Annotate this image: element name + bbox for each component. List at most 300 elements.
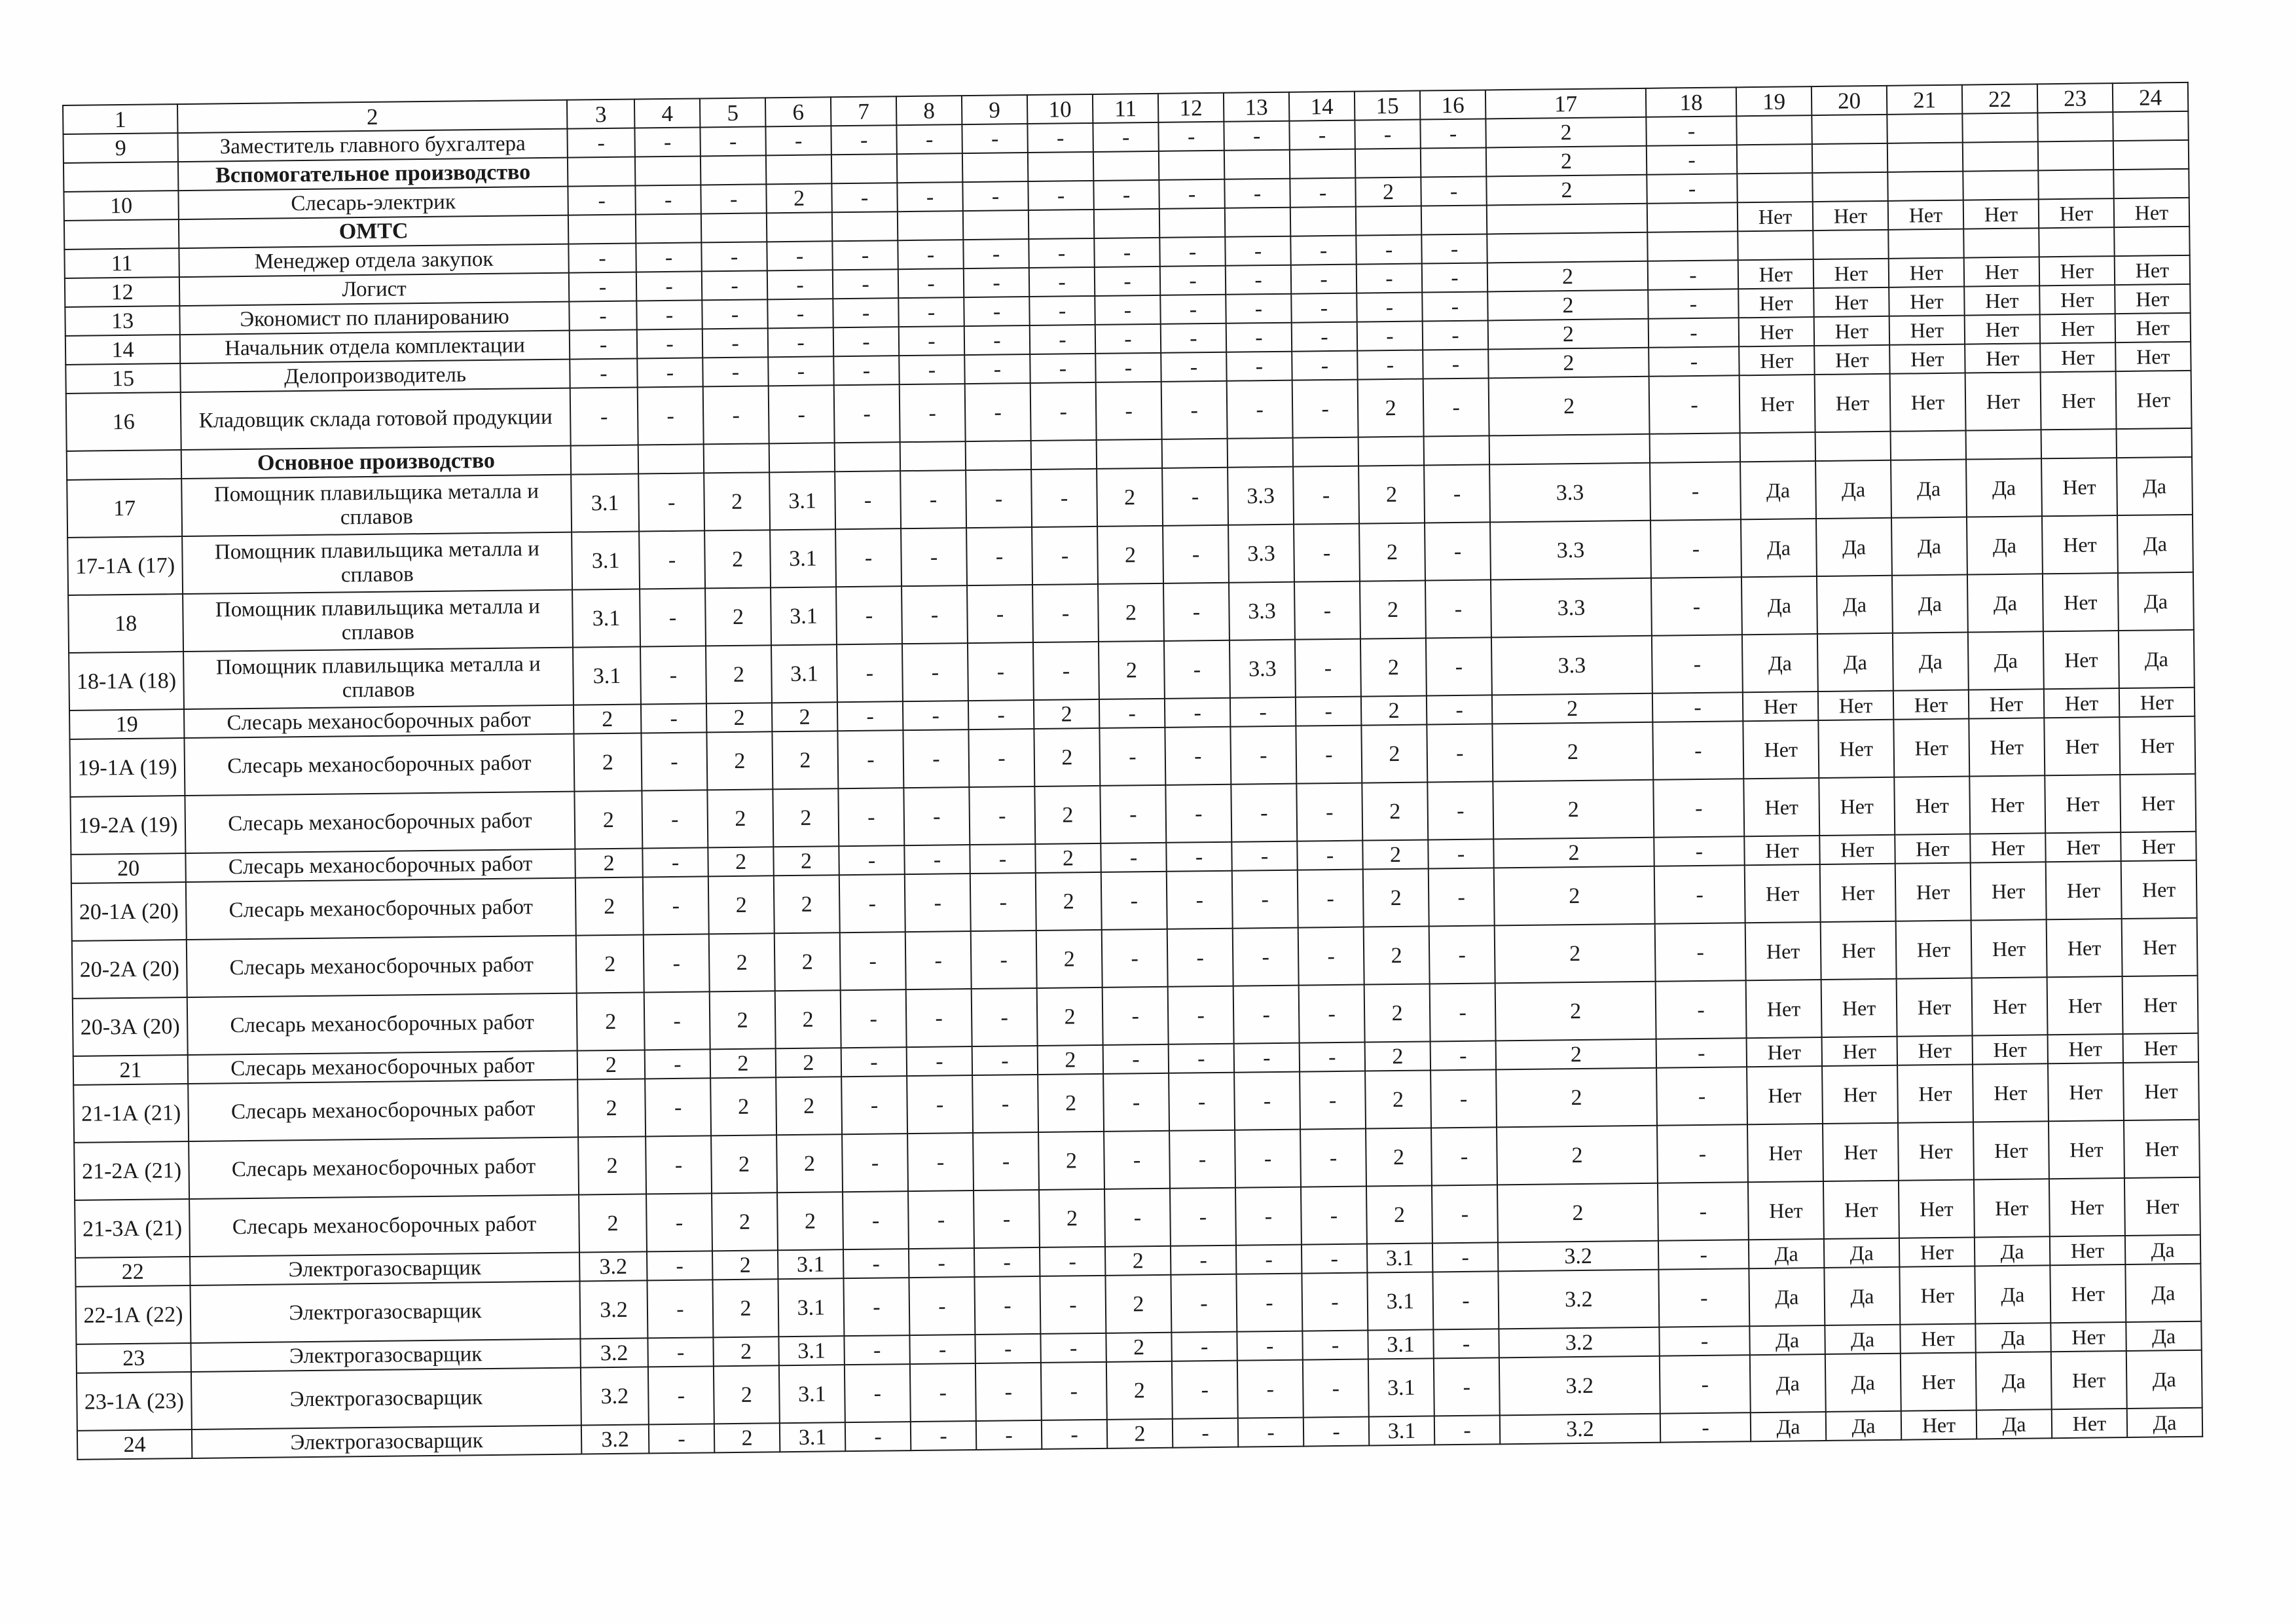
value-cell-col-4: - (646, 1135, 712, 1194)
position-name-cell: Слесарь механосборочных работ (187, 993, 577, 1055)
value-cell-col-20: Нет (1818, 691, 1893, 720)
value-cell-col-23: Нет (2049, 1178, 2125, 1236)
value-cell-col-6: 2 (772, 702, 837, 731)
value-cell-col-22: Нет (1970, 833, 2045, 862)
value-cell-col-22 (1962, 113, 2037, 142)
value-cell-col-7: - (842, 1134, 908, 1192)
value-cell-col-18: - (1658, 1268, 1749, 1327)
row-number-cell: 17-1А (17) (67, 536, 183, 595)
value-cell-col-8: - (903, 787, 970, 845)
value-cell-col-24 (2113, 140, 2189, 170)
value-cell-col-3: - (570, 388, 638, 446)
value-cell-col-5: 2 (707, 789, 773, 847)
value-cell-col-17: 2 (1494, 866, 1655, 926)
value-cell-col-7: - (839, 874, 905, 932)
value-cell-col-4: - (644, 991, 710, 1050)
value-cell-col-4: - (645, 1049, 710, 1079)
value-cell-col-10 (1029, 210, 1094, 239)
position-name-cell: Слесарь механосборочных работ (186, 878, 576, 940)
value-cell-col-9: - (966, 470, 1032, 528)
value-cell-col-14 (1290, 149, 1355, 179)
value-cell-col-10: - (1033, 642, 1099, 700)
value-cell-col-8: - (903, 729, 969, 788)
value-cell-col-5: - (703, 386, 769, 444)
value-cell-col-19: Да (1740, 461, 1816, 519)
value-cell-col-13: - (1230, 697, 1296, 727)
value-cell-col-24: Да (2117, 515, 2193, 573)
value-cell-col-15: 2 (1363, 868, 1429, 927)
value-cell-col-6: 3.1 (770, 529, 836, 587)
value-cell-col-20: Нет (1818, 720, 1894, 778)
row-number-cell: 20 (71, 853, 185, 883)
value-cell-col-12: - (1171, 1274, 1237, 1333)
value-cell-col-18: - (1660, 1355, 1751, 1413)
column-number-8: 8 (896, 96, 962, 125)
value-cell-col-9: - (971, 931, 1037, 989)
value-cell-col-4 (635, 156, 701, 185)
value-cell-col-24: Нет (2119, 716, 2195, 775)
value-cell-col-20: Да (1824, 1238, 1899, 1268)
value-cell-col-17 (1489, 434, 1650, 465)
value-cell-col-10 (1028, 152, 1093, 181)
value-cell-col-7 (831, 154, 897, 183)
value-cell-col-14: - (1292, 322, 1357, 352)
value-cell-col-9: - (974, 1276, 1040, 1335)
value-cell-col-3: 3.1 (573, 646, 641, 705)
value-cell-col-14: - (1299, 985, 1365, 1043)
value-cell-col-15: 2 (1360, 638, 1427, 697)
value-cell-col-10: 2 (1038, 1074, 1104, 1132)
value-cell-col-10: - (1030, 382, 1097, 441)
value-cell-col-6: 3.1 (778, 1249, 843, 1279)
value-cell-col-16: - (1432, 1271, 1499, 1329)
value-cell-col-15: - (1357, 322, 1423, 351)
value-cell-col-11: - (1095, 324, 1161, 354)
value-cell-col-6: 2 (777, 1192, 843, 1250)
position-name-cell: Слесарь механосборочных работ (185, 792, 575, 853)
value-cell-col-11: - (1102, 987, 1169, 1045)
value-cell-col-21: Нет (1899, 1180, 1975, 1238)
value-cell-col-11: 2 (1105, 1275, 1171, 1333)
value-cell-col-24: Нет (2121, 860, 2197, 919)
value-cell-col-7: - (833, 298, 898, 327)
value-cell-col-19: Нет (1743, 720, 1819, 779)
value-cell-col-18: - (1656, 980, 1747, 1039)
value-cell-col-5: 2 (714, 1365, 780, 1424)
position-name-cell: Помощник плавильщика металла и сплавов (183, 590, 573, 652)
value-cell-col-6: 3.1 (771, 587, 837, 645)
value-cell-col-6: - (769, 385, 835, 443)
value-cell-col-14: - (1300, 1129, 1366, 1187)
value-cell-col-5: 2 (711, 1135, 777, 1193)
value-cell-col-5: 2 (706, 645, 772, 703)
column-number-14: 14 (1289, 92, 1355, 121)
value-cell-col-9: - (965, 383, 1031, 441)
value-cell-col-18: - (1652, 692, 1743, 722)
value-cell-col-11: - (1101, 843, 1166, 872)
value-cell-col-21: Нет (1888, 200, 1963, 230)
value-cell-col-22: Да (1975, 1323, 2050, 1352)
value-cell-col-5: - (702, 299, 767, 329)
value-cell-col-6: - (767, 270, 833, 299)
value-cell-col-12 (1159, 208, 1225, 238)
value-cell-col-20 (1812, 172, 1887, 202)
value-cell-col-11: 2 (1098, 583, 1164, 642)
value-cell-col-9: - (970, 873, 1036, 931)
value-cell-col-17: 2 (1492, 693, 1652, 724)
column-number-15: 15 (1355, 91, 1420, 120)
value-cell-col-15: 2 (1362, 782, 1428, 840)
value-cell-col-7: - (843, 1249, 909, 1278)
value-cell-col-16: - (1432, 1185, 1498, 1243)
value-cell-col-18: - (1648, 289, 1738, 318)
value-cell-col-21: Нет (1896, 921, 1972, 979)
value-cell-col-4 (636, 213, 701, 243)
value-cell-col-11: - (1103, 1073, 1169, 1132)
value-cell-col-23: Нет (2044, 717, 2120, 775)
value-cell-col-8: - (907, 1075, 973, 1134)
value-cell-col-4: - (647, 1337, 713, 1367)
value-cell-col-7: - (831, 183, 897, 212)
position-name-cell: Помощник плавильщика металла и сплавов (182, 532, 572, 594)
value-cell-col-16: - (1425, 580, 1491, 638)
value-cell-col-4: - (649, 1424, 714, 1453)
value-cell-col-20: Нет (1813, 259, 1889, 288)
value-cell-col-18: - (1652, 721, 1743, 779)
value-cell-col-10: - (1030, 354, 1095, 383)
value-cell-col-7 (832, 212, 898, 241)
value-cell-col-5: 2 (708, 876, 774, 934)
section-title: Основное производство (181, 446, 571, 479)
column-number-22: 22 (1962, 84, 2037, 113)
value-cell-col-23: Нет (2039, 285, 2115, 314)
value-cell-col-20: Нет (1823, 1181, 1899, 1239)
column-number-12: 12 (1158, 93, 1224, 122)
value-cell-col-22: Нет (1965, 343, 2040, 373)
value-cell-col-12: - (1161, 381, 1228, 439)
column-number-1: 1 (63, 104, 177, 134)
value-cell-col-10: - (1040, 1276, 1106, 1334)
value-cell-col-17 (1487, 232, 1647, 263)
value-cell-col-14: - (1291, 265, 1357, 294)
value-cell-col-16: - (1429, 868, 1495, 926)
value-cell-col-24: Да (2127, 1408, 2202, 1437)
value-cell-col-24: Нет (2120, 774, 2196, 832)
value-cell-col-3: - (569, 301, 636, 331)
value-cell-col-22 (1963, 170, 2038, 200)
position-name-cell: Помощник плавильщика металла и сплавов (181, 475, 572, 536)
value-cell-col-14: - (1301, 1187, 1367, 1245)
value-cell-col-3: 3.2 (580, 1338, 647, 1367)
value-cell-col-4: - (641, 732, 707, 790)
value-cell-col-3: 3.2 (581, 1367, 649, 1425)
value-cell-col-4: - (636, 242, 701, 272)
value-cell-col-10: - (1040, 1333, 1106, 1363)
value-cell-col-9: - (972, 988, 1038, 1046)
value-cell-col-17: 3.2 (1498, 1241, 1658, 1272)
value-cell-col-5: 2 (710, 991, 776, 1049)
value-cell-col-11: - (1104, 1189, 1171, 1247)
row-number-cell: 17 (67, 479, 182, 538)
value-cell-col-19: Нет (1747, 1066, 1823, 1124)
value-cell-col-17: 3.2 (1498, 1270, 1659, 1329)
value-cell-col-23: Нет (2043, 573, 2119, 631)
value-cell-col-10: - (1027, 123, 1093, 153)
value-cell-col-21: Нет (1901, 1410, 1977, 1439)
value-cell-col-4: - (638, 473, 704, 531)
value-cell-col-6: 3.1 (778, 1336, 844, 1365)
value-cell-col-17: 3.3 (1490, 521, 1651, 580)
value-cell-col-13: - (1225, 236, 1290, 266)
value-cell-col-10: - (1028, 181, 1093, 210)
value-cell-col-21: Нет (1895, 834, 1970, 864)
value-cell-col-6: 2 (772, 731, 838, 789)
value-cell-col-16: - (1430, 1069, 1497, 1128)
value-cell-col-9: - (964, 325, 1030, 355)
value-cell-col-15: 2 (1366, 1128, 1432, 1186)
value-cell-col-15: 2 (1361, 725, 1427, 783)
position-name-cell: Слесарь механосборочных работ (188, 1080, 578, 1141)
value-cell-col-19: Нет (1739, 317, 1814, 346)
value-cell-col-5: - (702, 270, 767, 300)
value-cell-col-20: Нет (1814, 316, 1889, 346)
value-cell-col-22: Нет (1973, 1121, 2049, 1179)
value-cell-col-6: 3.1 (779, 1365, 845, 1423)
value-cell-col-15: 2 (1360, 581, 1426, 639)
value-cell-col-24: Да (2125, 1235, 2200, 1264)
value-cell-col-13: - (1224, 121, 1289, 151)
value-cell-col-21 (1887, 114, 1962, 143)
value-cell-col-15 (1355, 149, 1421, 178)
value-cell-col-16: - (1434, 1357, 1500, 1416)
value-cell-col-15: - (1355, 120, 1420, 149)
value-cell-col-14: - (1294, 524, 1360, 582)
value-cell-col-17: 3.2 (1500, 1414, 1660, 1445)
value-cell-col-8: - (911, 1421, 976, 1450)
value-cell-col-23: Нет (2045, 775, 2121, 833)
value-cell-col-7: - (837, 730, 903, 788)
value-cell-col-5 (701, 155, 766, 185)
value-cell-col-19: Нет (1748, 1181, 1824, 1240)
column-number-20: 20 (1812, 86, 1887, 115)
value-cell-col-4: - (639, 530, 705, 589)
value-cell-col-17: 2 (1487, 261, 1648, 292)
value-cell-col-19: Нет (1743, 692, 1818, 721)
value-cell-col-16: - (1425, 522, 1491, 580)
value-cell-col-19: Нет (1738, 288, 1813, 318)
value-cell-col-4: - (637, 329, 702, 358)
value-cell-col-12: - (1161, 352, 1226, 382)
value-cell-col-8: - (909, 1335, 975, 1364)
value-cell-col-3: 2 (576, 934, 644, 993)
value-cell-col-13: - (1233, 928, 1299, 986)
value-cell-col-24: Нет (2115, 255, 2190, 285)
value-cell-col-16: - (1433, 1329, 1499, 1358)
value-cell-col-18: - (1649, 318, 1739, 347)
value-cell-col-14: - (1290, 178, 1355, 208)
value-cell-col-9: - (963, 239, 1029, 268)
value-cell-col-11: 2 (1106, 1333, 1171, 1362)
value-cell-col-24: Да (2119, 630, 2195, 688)
value-cell-col-10 (1031, 440, 1097, 470)
value-cell-col-12: - (1171, 1332, 1237, 1361)
value-cell-col-7: - (838, 788, 904, 846)
value-cell-col-20 (1815, 432, 1891, 461)
value-cell-col-12: - (1169, 1130, 1235, 1189)
value-cell-col-23: Нет (2049, 1120, 2124, 1179)
value-cell-col-3: - (569, 272, 636, 302)
value-cell-col-6: 3.1 (778, 1278, 844, 1337)
value-cell-col-8 (898, 211, 963, 240)
value-cell-col-14: - (1296, 697, 1361, 726)
row-number-cell: 24 (77, 1430, 192, 1460)
value-cell-col-22: Нет (1971, 862, 2047, 920)
value-cell-col-23: Нет (2047, 976, 2123, 1035)
value-cell-col-19: Нет (1747, 1037, 1822, 1067)
value-cell-col-9: - (968, 642, 1034, 701)
value-cell-col-9 (962, 153, 1028, 182)
value-cell-col-20: Да (1816, 518, 1892, 576)
value-cell-col-5: 2 (712, 1279, 778, 1337)
value-cell-col-7: - (841, 1047, 907, 1077)
value-cell-col-5: 2 (710, 1048, 776, 1078)
value-cell-col-13: - (1233, 986, 1300, 1044)
value-cell-col-22: Да (1966, 458, 2042, 517)
row-number-cell: 15 (65, 363, 180, 394)
value-cell-col-12: - (1159, 237, 1225, 267)
value-cell-col-3: 2 (577, 992, 645, 1050)
row-number-cell: 22 (75, 1257, 190, 1287)
value-cell-col-13: - (1236, 1245, 1302, 1274)
value-cell-col-24: Нет (2124, 1177, 2200, 1236)
value-cell-col-24: Нет (2115, 284, 2190, 314)
value-cell-col-9: - (972, 1046, 1038, 1075)
value-cell-col-3: 2 (574, 704, 641, 733)
column-number-21: 21 (1887, 85, 1962, 115)
value-cell-col-23: Нет (2052, 1409, 2127, 1438)
value-cell-col-13: 3.3 (1228, 467, 1294, 525)
value-cell-col-3: 3.1 (571, 474, 639, 532)
value-cell-col-23 (2041, 429, 2117, 458)
value-cell-col-23: Нет (2045, 832, 2121, 862)
value-cell-col-5: - (701, 242, 767, 271)
value-cell-col-4: - (635, 185, 701, 214)
position-name-cell: Заместитель главного бухгалтера (177, 129, 567, 162)
value-cell-col-15: 3.1 (1368, 1358, 1434, 1416)
value-cell-col-8: - (899, 355, 964, 384)
value-cell-col-10: - (1032, 526, 1098, 585)
value-cell-col-18: - (1649, 346, 1739, 376)
value-cell-col-11: - (1103, 1044, 1169, 1074)
value-cell-col-21: Нет (1893, 719, 1969, 777)
position-name-cell: Менеджер отдела закупок (179, 244, 568, 277)
value-cell-col-11 (1094, 209, 1159, 238)
value-cell-col-22: Да (1977, 1409, 2052, 1439)
value-cell-col-17: 2 (1488, 348, 1649, 378)
value-cell-col-6: 2 (776, 1048, 841, 1077)
value-cell-col-13: - (1237, 1331, 1302, 1361)
value-cell-col-23: Нет (2048, 1034, 2123, 1063)
value-cell-col-22 (1963, 141, 2038, 171)
value-cell-col-4: - (638, 386, 704, 445)
value-cell-col-7: - (843, 1191, 909, 1249)
value-cell-col-3: 3.1 (572, 589, 640, 647)
value-cell-col-14: - (1292, 351, 1357, 380)
value-cell-col-23: Нет (2050, 1236, 2125, 1265)
value-cell-col-15: - (1357, 293, 1422, 322)
value-cell-col-6: 2 (773, 788, 839, 847)
value-cell-col-6: 3.1 (769, 471, 835, 530)
value-cell-col-22 (1963, 228, 2039, 257)
value-cell-col-23 (2038, 141, 2113, 170)
value-cell-col-12: - (1162, 468, 1228, 526)
value-cell-col-14: - (1302, 1331, 1368, 1360)
value-cell-col-21: Нет (1889, 344, 1965, 374)
value-cell-col-8: - (897, 182, 962, 212)
value-cell-col-13: - (1235, 1187, 1302, 1246)
column-number-6: 6 (765, 97, 831, 126)
value-cell-col-13: - (1231, 841, 1297, 871)
value-cell-col-12: - (1171, 1246, 1236, 1275)
value-cell-col-17: 3.3 (1491, 636, 1652, 695)
value-cell-col-19: Нет (1743, 778, 1819, 836)
column-number-19: 19 (1736, 86, 1812, 116)
value-cell-col-8: - (901, 528, 967, 586)
column-number-11: 11 (1093, 94, 1158, 123)
value-cell-col-8: - (907, 1046, 972, 1076)
value-cell-col-3: 2 (579, 1194, 647, 1252)
value-cell-col-11 (1093, 151, 1159, 181)
value-cell-col-16: - (1434, 1415, 1500, 1445)
value-cell-col-13 (1228, 438, 1293, 468)
value-cell-col-13 (1224, 150, 1290, 179)
value-cell-col-23: Нет (2050, 1322, 2126, 1352)
value-cell-col-22: Нет (1965, 314, 2040, 344)
value-cell-col-7: - (832, 240, 898, 270)
value-cell-col-19: Нет (1745, 922, 1821, 980)
value-cell-col-21: Да (1891, 517, 1967, 576)
value-cell-col-14: - (1302, 1244, 1367, 1274)
value-cell-col-4: - (647, 1251, 712, 1280)
column-number-7: 7 (831, 96, 896, 126)
value-cell-col-22: Нет (1969, 775, 2045, 834)
value-cell-col-20: Нет (1821, 979, 1897, 1037)
value-cell-col-19: Нет (1738, 259, 1813, 289)
value-cell-col-18: - (1650, 462, 1741, 520)
value-cell-col-21: Нет (1899, 1237, 1975, 1266)
value-cell-col-13: - (1230, 726, 1296, 784)
value-cell-col-12: - (1164, 640, 1230, 699)
value-cell-col-9: - (976, 1420, 1042, 1450)
value-cell-col-3: - (567, 128, 634, 158)
value-cell-col-5: 2 (713, 1337, 778, 1366)
value-cell-col-22: Да (1967, 516, 2043, 574)
value-cell-col-19 (1740, 432, 1815, 462)
value-cell-col-11: - (1095, 295, 1160, 325)
value-cell-col-10: - (1030, 325, 1095, 354)
value-cell-col-18: - (1647, 145, 1737, 174)
value-cell-col-20: Нет (1823, 1123, 1899, 1181)
value-cell-col-15: 2 (1364, 926, 1430, 984)
value-cell-col-23 (2037, 112, 2113, 141)
section-title: ОМТС (179, 215, 568, 248)
value-cell-col-19: Да (1749, 1239, 1824, 1268)
value-cell-col-7: - (841, 1076, 907, 1134)
value-cell-col-20: Нет (1819, 835, 1895, 864)
value-cell-col-24: Да (2126, 1321, 2201, 1351)
value-cell-col-7: - (839, 845, 904, 875)
column-number-3: 3 (567, 100, 634, 129)
